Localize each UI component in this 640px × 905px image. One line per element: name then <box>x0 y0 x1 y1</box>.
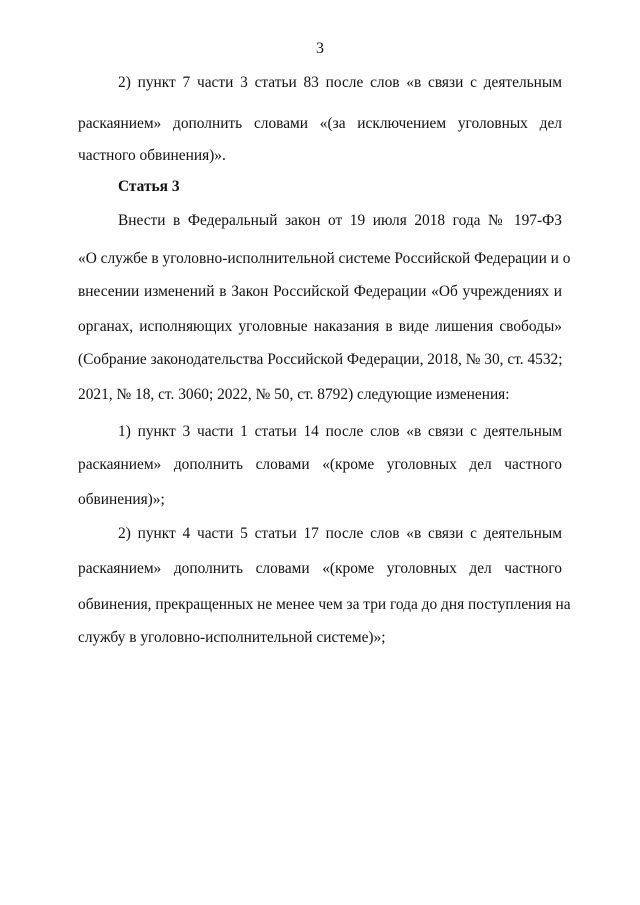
text-line: обвинения, прекращенных не менее чем за три года до дня поступления на <box>78 596 571 613</box>
text-line: «О службе в уголовно-исполнительной системе Российской Федерации и о <box>78 250 571 267</box>
page-number: 3 <box>316 40 324 57</box>
text-line: раскаянием» дополнить словами «(за исключением уголовных дел <box>78 115 562 132</box>
text-line: частного обвинения)». <box>78 147 226 164</box>
text-line: (Собрание законодательства Российской Федерации, 2018, № 30, ст. 4532; <box>78 351 563 368</box>
text-line: 2021, № 18, ст. 3060; 2022, № 50, ст. 8792) следующие изменения: <box>78 386 510 403</box>
text-line: органах, исполняющих уголовные наказания в виде лишения свободы» <box>78 318 562 335</box>
text-line: 1) пункт 3 части 1 статьи 14 после слов «в связи с деятельным <box>118 423 562 440</box>
text-line: службу в уголовно-исполнительной системе)»; <box>78 629 386 646</box>
text-line: 2) пункт 4 части 5 статьи 17 после слов «в связи с деятельным <box>118 525 562 542</box>
text-line: обвинения)»; <box>78 491 165 508</box>
text-line: Внести в Федеральный закон от 19 июля 2018 года № 197-ФЗ <box>118 212 562 229</box>
text-line: раскаянием» дополнить словами «(кроме уголовных дел частного <box>78 456 562 473</box>
text-line: раскаянием» дополнить словами «(кроме уголовных дел частного <box>78 560 562 577</box>
text-line: 2) пункт 7 части 3 статьи 83 после слов «в связи с деятельным <box>118 74 562 91</box>
article-heading: Статья 3 <box>118 178 180 195</box>
text-line: внесении изменений в Закон Российской Федерации «Об учреждениях и <box>78 283 562 300</box>
